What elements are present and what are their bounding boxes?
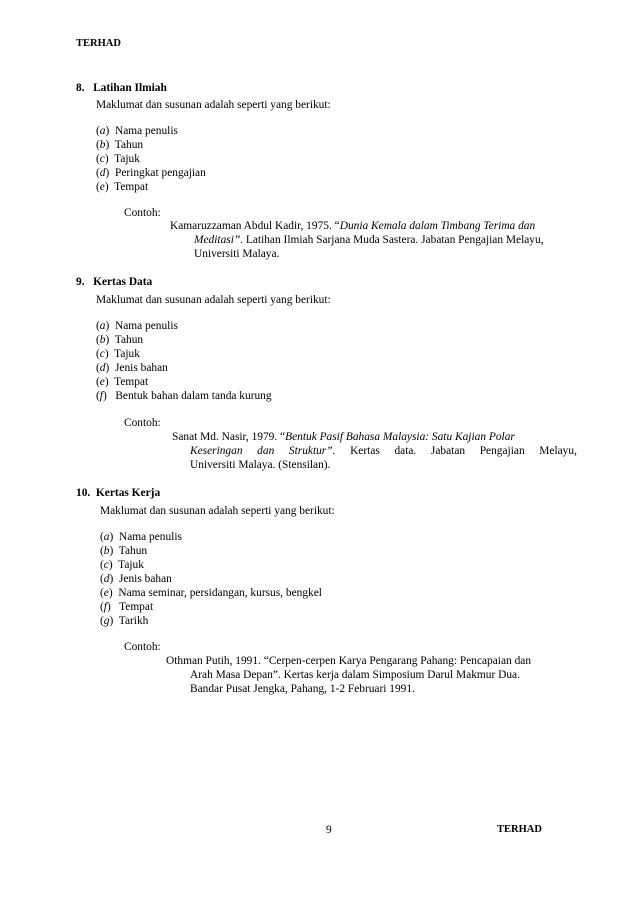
list-item-text: Tajuk — [114, 348, 140, 360]
citation-line — [172, 430, 515, 444]
list-item-marker: a — [99, 320, 106, 332]
citation-line: Othman Putih, 1991. “Cerpen-cerpen Karya Pengarang Pahang: Pencapaian dan — [166, 655, 532, 667]
citation-text: Kamaruzzaman Abdul Kadir, 1975. “ — [170, 220, 340, 232]
list-item: (d) Jenis bahan — [100, 573, 172, 585]
list-item-marker: b — [99, 334, 106, 346]
list-item-marker: f — [99, 390, 103, 402]
citation-line: Universiti Malaya. — [194, 248, 280, 260]
list-item-marker: a — [99, 125, 106, 137]
list-item-marker: e — [103, 587, 109, 599]
list-item: (c) Tajuk — [96, 153, 140, 165]
list-item: (g) Tarikh — [100, 615, 149, 627]
citation-word: Keseringan — [190, 445, 243, 457]
citation-line — [194, 233, 544, 247]
list-item-marker: b — [103, 545, 110, 557]
list-item: (a) Nama penulis — [96, 320, 178, 332]
citation-line: Universiti Malaya. (Stensilan). — [190, 459, 331, 471]
list-item: (e) Tempat — [96, 376, 149, 388]
citation-title: Meditasi” — [194, 234, 241, 246]
list-item-text: Nama penulis — [115, 320, 178, 332]
citation-line: Bandar Pusat Jengka, Pahang, 1-2 Februari 1991. — [190, 683, 415, 695]
list-item-text: Tahun — [114, 139, 144, 151]
list-item-marker: f — [103, 601, 107, 613]
list-item: (b) Tahun — [96, 139, 144, 151]
list-item: (d) Jenis bahan — [96, 362, 168, 374]
list-item: (e) Tempat — [96, 181, 149, 193]
citation-word: Struktur”. — [288, 445, 336, 457]
list-item-marker: c — [99, 153, 105, 165]
list-item-text: Tempat — [119, 601, 154, 613]
list-item-text: Nama seminar, persidangan, kursus, bengkel — [118, 587, 322, 599]
citation-text: Sanat Md. Nasir, 1979. “ — [172, 431, 286, 443]
list-item-marker: b — [99, 139, 106, 151]
list-item: (f) Bentuk bahan dalam tanda kurung — [96, 390, 272, 402]
list-item-marker: c — [99, 348, 105, 360]
list-item-text: Peringkat pengajian — [115, 167, 206, 179]
citation-word: dan — [257, 445, 275, 457]
list-item-marker: e — [99, 376, 105, 388]
list-item-text: Tajuk — [114, 153, 140, 165]
citation-word: Jabatan — [430, 445, 466, 457]
list-item: (c) Tajuk — [96, 348, 140, 360]
list-item-text: Bentuk bahan dalam tanda kurung — [115, 390, 272, 402]
footer-classification: TERHAD — [497, 824, 542, 835]
section-10-heading: 10. Kertas Kerja — [76, 487, 161, 499]
list-item-text: Jenis bahan — [119, 573, 172, 585]
list-item-text: Tempat — [114, 181, 149, 193]
list-item-marker: d — [103, 573, 110, 585]
list-item: (f) Tempat — [100, 601, 154, 613]
list-item-text: Tahun — [118, 545, 148, 557]
citation-word: Melayu, — [539, 445, 577, 457]
list-item: (b) Tahun — [100, 545, 148, 557]
citation-word: Kertas — [350, 445, 380, 457]
list-item: (b) Tahun — [96, 334, 144, 346]
section-9-intro: Maklumat dan susunan adalah seperti yang berikut: — [96, 294, 331, 306]
list-item-text: Tarikh — [118, 615, 149, 627]
example-label: Contoh: — [124, 417, 161, 429]
list-item: (a) Nama penulis — [96, 125, 178, 137]
list-item-text: Jenis bahan — [115, 362, 168, 374]
section-8-heading: 8. Latihan Ilmiah — [76, 82, 167, 94]
section-8-intro: Maklumat dan susunan adalah seperti yang berikut: — [96, 99, 331, 111]
list-item-text: Tempat — [114, 376, 149, 388]
example-label: Contoh: — [124, 207, 161, 219]
list-item: (c) Tajuk — [100, 559, 144, 571]
list-item-marker: c — [103, 559, 109, 571]
citation-line: Arah Masa Depan”. Kertas kerja dalam Simposium Darul Makmur Dua. — [190, 669, 520, 681]
citation-title: Dunia Kemala dalam Timbang Terima dan — [339, 220, 536, 232]
section-10-intro: Maklumat dan susunan adalah seperti yang berikut: — [100, 505, 335, 517]
citation-text: . Latihan Ilmiah Sarjana Muda Sastera. Jabatan Pengajian Melayu, — [240, 234, 544, 246]
list-item-text: Nama penulis — [119, 531, 182, 543]
citation-word: data. — [394, 445, 417, 457]
citation-line-justified — [190, 444, 577, 458]
list-item-text: Tahun — [114, 334, 144, 346]
citation-line — [170, 219, 535, 233]
citation-title: Bentuk Pasif Bahasa Malaysia: Satu Kajian Polar — [285, 431, 515, 443]
example-label: Contoh: — [124, 641, 161, 653]
section-9-heading: 9. Kertas Data — [76, 276, 153, 288]
header-classification: TERHAD — [76, 38, 121, 49]
citation-word: Pengajian — [479, 445, 525, 457]
list-item: (e) Nama seminar, persidangan, kursus, bengkel — [100, 587, 322, 599]
list-item-marker: d — [99, 362, 106, 374]
list-item-text: Tajuk — [118, 559, 144, 571]
list-item-marker: e — [99, 181, 105, 193]
list-item-marker: d — [99, 167, 106, 179]
list-item: (d) Peringkat pengajian — [96, 167, 206, 179]
list-item-text: Nama penulis — [115, 125, 178, 137]
page-number: 9 — [326, 824, 332, 836]
list-item-marker: a — [103, 531, 110, 543]
list-item: (a) Nama penulis — [100, 531, 182, 543]
list-item-marker: g — [103, 615, 110, 627]
